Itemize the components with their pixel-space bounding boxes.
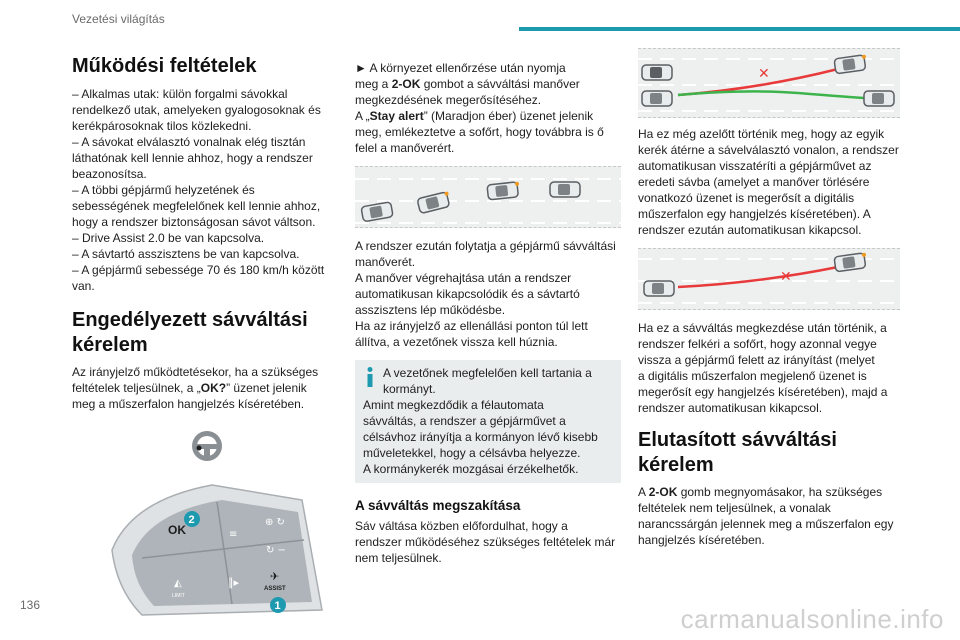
distance-button <box>228 576 240 589</box>
svg-text:∥▸: ∥▸ <box>228 576 240 589</box>
page-number: 136 <box>20 598 41 612</box>
cross-icon: ✕ <box>780 269 792 285</box>
text-line: nem teljesülnek. <box>355 551 442 565</box>
text-line: hangjelzés kíséretében. <box>638 533 765 547</box>
text-fragment: gomb megnyomásakor, ha szükséges <box>677 485 883 499</box>
text-line: rendszer ezután automatikusan kikapcsol. <box>638 223 862 237</box>
car-icon <box>417 191 452 213</box>
text-line: A rendszer ezután folytatja a gépjármű sávváltási <box>355 239 616 253</box>
column-1 <box>72 54 334 625</box>
lane-change-return-illustration <box>638 48 900 118</box>
text-line: műszerfalon egy hangjelzés kíséretében). A <box>638 207 871 221</box>
heading-operating-conditions: Működési feltételek <box>72 55 257 77</box>
heading-rejected-lane-change <box>638 428 904 478</box>
car-icon <box>864 91 894 106</box>
text-fragment: A „ <box>355 109 370 123</box>
conditions-list <box>72 86 334 294</box>
car-icon <box>644 281 674 296</box>
green-path <box>678 91 878 99</box>
text-line <box>72 380 334 396</box>
badge-1-label: 1 <box>274 600 281 612</box>
condition-line: van. <box>72 279 95 293</box>
svg-text:⊕ ↻: ⊕ ↻ <box>265 517 285 528</box>
text-line: megerősít egy hangjelzés kíséretében), majd a <box>638 385 888 399</box>
text-line: vonatkozó üzenet is megerősít a digitális <box>638 191 855 205</box>
text-line: asszisztens lép működésbe. <box>355 303 506 317</box>
text-line <box>638 484 904 500</box>
note-line: kormányt. <box>383 382 436 396</box>
text-line: a digitális műszerfalon megjelenő üzenet is <box>638 369 867 383</box>
condition-line: kerékpárosoknak tilos közlekedni. <box>72 119 252 133</box>
condition-line: – Alkalmas utak: külön forgalmi sávokkal <box>72 87 288 101</box>
heading-lane-change-abort: A sávváltás megszakítása <box>355 498 521 513</box>
text-line: rendszer automatikusan kikapcsol. <box>638 401 823 415</box>
text-line: meg, emlékeztetve a sofőrt, hogy továbbra is ő <box>355 125 604 139</box>
cross-icon: ✕ <box>758 66 770 82</box>
text-fragment: feltételek teljesülnek, a „ <box>72 381 201 395</box>
paragraph-abort <box>355 518 621 566</box>
paragraph-takeover <box>638 320 904 416</box>
car-icon <box>834 55 868 74</box>
condition-line: láthatónak kell lennie ahhoz, hogy a rendszer <box>72 151 313 165</box>
text-line: manőverét. <box>355 255 416 269</box>
text-line: Sáv váltása közben előfordulhat, hogy a <box>355 519 568 533</box>
note-line: sávváltás, a rendszer a gépjárművet a <box>363 414 566 428</box>
ok-keyword: OK? <box>200 381 227 395</box>
paragraph-system-continues <box>355 238 621 350</box>
text-fragment: gombot a sávváltási manőver <box>420 77 580 91</box>
condition-line: – A gépjármű sebessége 70 és 180 km/h között <box>72 263 325 277</box>
ok-label: OK <box>168 523 186 537</box>
assist-label: ASSIST <box>264 586 286 592</box>
svg-text:◭: ◭ <box>174 578 182 589</box>
info-note <box>355 360 621 483</box>
heading-line: Elutasított sávváltási <box>638 429 837 451</box>
limit-label: LIMIT <box>172 593 185 599</box>
heading-line: Engedélyezett sávváltási <box>72 309 308 331</box>
text-fragment: ” üzenet jelenik <box>226 381 307 395</box>
condition-line: rendelkező utak, amelyeken gyalogosoknak és <box>72 103 321 117</box>
info-icon <box>363 366 377 388</box>
steering-wheel-buttons-illustration <box>72 430 334 620</box>
paragraph-rejected <box>638 484 904 548</box>
text-line: ► A környezet ellenőrzése után nyomja <box>355 61 566 75</box>
text-fragment: A <box>638 485 649 499</box>
text-line: Ha ez a sávváltás megkezdése után történik, a <box>638 321 887 335</box>
condition-line: – A sávokat elválasztó vonalnak elég tisztán <box>72 135 306 149</box>
note-line: Amint megkezdődik a félautomata <box>363 398 544 412</box>
paragraph-ok-message <box>72 364 334 412</box>
text-line: Az irányjelző működtetésekor, ha a szükséges <box>72 365 319 379</box>
badge-2-label: 2 <box>188 514 195 526</box>
text-line: A manőver végrehajtása után a rendszer <box>355 271 572 285</box>
car-icon <box>361 202 393 222</box>
button-panel <box>112 485 322 615</box>
steering-wheel-icon <box>192 431 222 461</box>
text-line: kerék átérne a sávelválasztó vonalon, a rendszer <box>638 143 899 157</box>
header-accent-bar <box>519 27 960 31</box>
car-icon <box>550 182 580 197</box>
text-fragment: meg a <box>355 77 392 91</box>
text-line: Ha ez még azelőtt történik meg, hogy az egyik <box>638 127 885 141</box>
paragraph-confirm <box>355 60 621 156</box>
page-header-title: Vezetési világítás <box>72 12 165 26</box>
lane-change-takeover-illustration <box>638 248 900 310</box>
text-line: automatikusan visszatéríti a gépjárművet az <box>638 159 872 173</box>
text-line: felel a manőverért. <box>355 141 455 155</box>
text-line: feltételek nem teljesülnek, a vonalak <box>638 501 831 515</box>
lane-change-illustration <box>355 166 621 228</box>
red-path <box>678 267 838 287</box>
car-icon <box>487 182 520 200</box>
text-line: vissza a gépjármű felett az irányítást (melyet <box>638 353 875 367</box>
text-line: meg a műszerfalon hangjelzés kíséretében. <box>72 397 305 411</box>
text-line: rendszer felkéri a sofőrt, hogy azonnal vegye <box>638 337 877 351</box>
svg-text:✈: ✈ <box>270 570 280 583</box>
column-2 <box>355 60 621 566</box>
text-line: állítva, a vezetőnek vissza kell húznia. <box>355 335 558 349</box>
text-line <box>355 76 621 92</box>
heading-line: kérelem <box>72 334 148 356</box>
column-3 <box>638 48 904 548</box>
condition-line: – Drive Assist 2.0 be van kapcsolva. <box>72 231 265 245</box>
button-keyword: 2-OK <box>391 77 421 91</box>
button-keyword: 2-OK <box>648 485 678 499</box>
condition-line: hogy a rendszer biztonságosan sávot váltson. <box>72 215 316 229</box>
car-icon <box>642 91 672 106</box>
text-line: rendszer működéséhez szükséges feltételek már <box>355 535 616 549</box>
text-line <box>355 108 621 124</box>
stay-alert-keyword: Stay alert <box>369 109 424 123</box>
paragraph-return-lane <box>638 126 904 238</box>
svg-text:↻ −: ↻ − <box>266 545 286 556</box>
text-line: automatikusan kikapcsolódik és a sávtartó <box>355 287 580 301</box>
car-icon <box>834 253 868 272</box>
note-line: A vezetőnek megfelelően kell tartania a <box>383 366 592 380</box>
condition-line: – A többi gépjármű helyzetének és <box>72 183 255 197</box>
text-line: Ha az irányjelző az ellenállási ponton túl lett <box>355 319 588 333</box>
text-line: narancssárgán jelennek meg a műszerfalon egy <box>638 517 894 531</box>
car-icon <box>642 65 672 80</box>
note-line: célsávhoz irányítja a kormányon lévő kisebb <box>363 430 598 444</box>
watermark: carmanualsonline.info <box>680 604 944 634</box>
svg-text:≡: ≡ <box>229 529 238 540</box>
text-line: megkezdésének megerősítéséhez. <box>355 93 542 107</box>
text-line: eredeti sávba (amelyet a manőver törlésére <box>638 175 870 189</box>
condition-line: sebességének megfelelőnek kell lennie ahhoz, <box>72 199 321 213</box>
condition-line: – A sávtartó asszisztens be van kapcsolva. <box>72 247 300 261</box>
condition-line: beazonosítsa. <box>72 167 147 181</box>
text-fragment: ” (Maradjon éber) üzenet jelenik <box>423 109 594 123</box>
heading-allowed-lane-change <box>72 308 334 358</box>
heading-line: kérelem <box>638 454 714 476</box>
note-line: műveletekkel, hogy a célsávba helyezze. <box>363 446 581 460</box>
note-line: A kormánykerék mozgásai érzékelhetők. <box>363 462 579 476</box>
